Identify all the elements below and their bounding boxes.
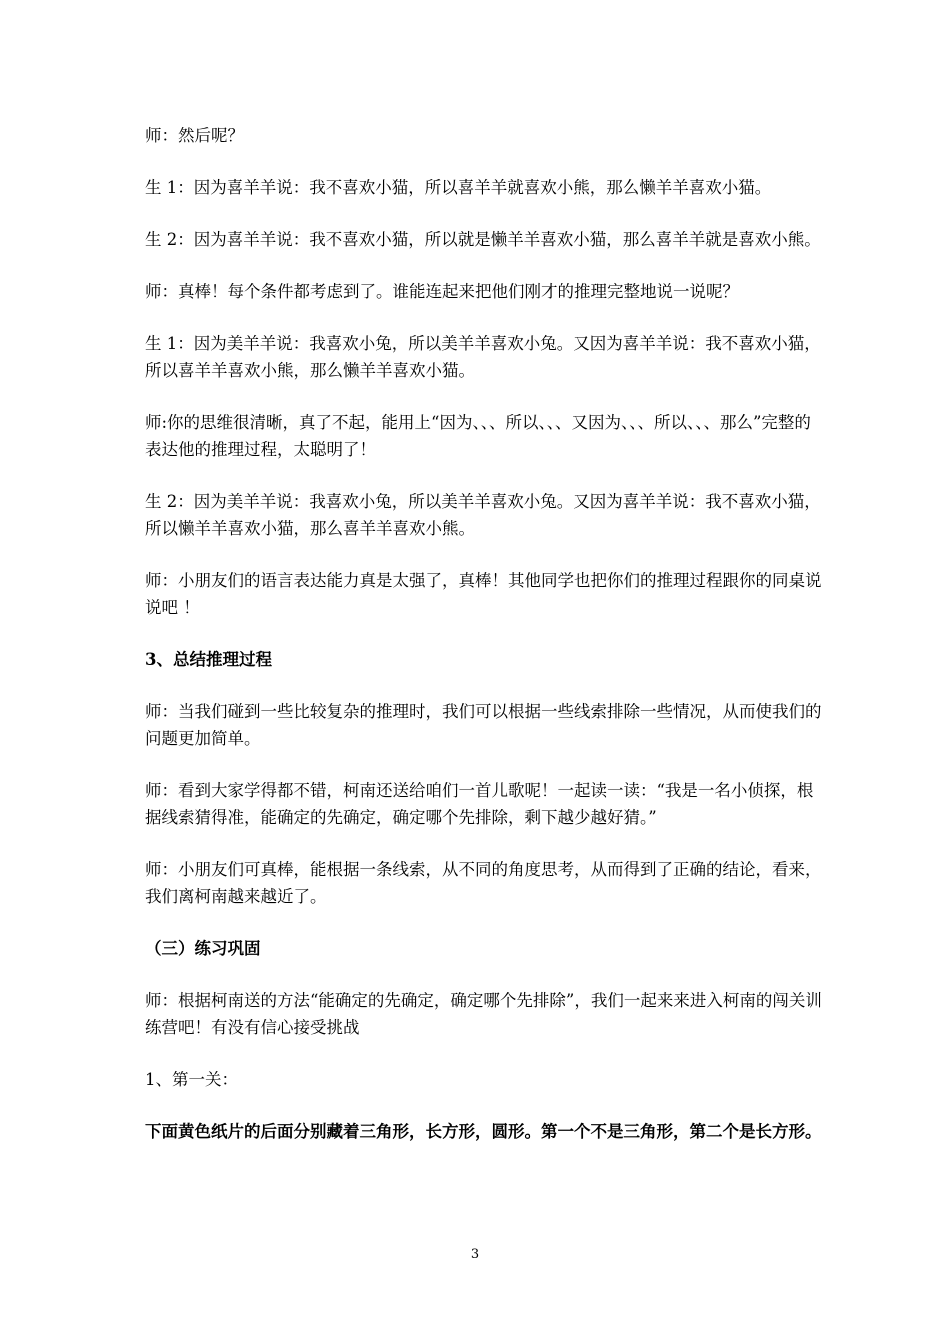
paragraph: 生 2：因为喜羊羊说：我不喜欢小猫，所以就是懒羊羊喜欢小猫，那么喜羊羊就是喜欢小熊。 xyxy=(145,230,821,249)
paragraph: 师：看到大家学得都不错，柯南还送给咱们一首儿歌呢！一起读一读：“我是一名小侦探，根据线索猜得准，能确定的先确定，确定哪个先排除，剩下越少越好猜。” xyxy=(145,781,814,827)
paragraph: 师：小朋友们的语言表达能力真是太强了，真棒！其他同学也把你们的推理过程跟你的同桌说说吧 ！ xyxy=(145,571,822,617)
page-number: 3 xyxy=(470,1247,480,1262)
paragraph: 师：然后呢？ xyxy=(145,126,244,145)
paragraph: 师：根据柯南送的方法“能确定的先确定，确定哪个先排除”，我们一起来来进入柯南的闯关训练营吧！有没有信心接受挑战 xyxy=(145,991,822,1037)
document-body xyxy=(145,122,825,1170)
paragraph: 师：当我们碰到一些比较复杂的推理时，我们可以根据一些线索排除一些情况，从而使我们的问题更加简单。 xyxy=(145,702,822,748)
paragraph: 师：真棒！每个条件都考虑到了。谁能连起来把他们刚才的推理完整地说一说呢？ xyxy=(145,282,739,301)
paragraph: 1、第一关： xyxy=(145,1070,238,1089)
exercise-prompt: 下面黄色纸片的后面分别藏着三角形，长方形，圆形。第一个不是三角形，第二个是长方形。 xyxy=(145,1122,822,1141)
paragraph: 生 1：因为美羊羊说：我喜欢小兔，所以美羊羊喜欢小兔。又因为喜羊羊说：我不喜欢小猫，所以喜羊羊喜欢小熊，那么懒羊羊喜欢小猫。 xyxy=(145,334,821,380)
section-heading: （三）练习巩固 xyxy=(145,939,261,958)
paragraph: 生 1：因为喜羊羊说：我不喜欢小猫，所以喜羊羊就喜欢小熊，那么懒羊羊喜欢小猫。 xyxy=(145,178,772,197)
paragraph: 师：小朋友们可真棒，能根据一条线索，从不同的角度思考，从而得到了正确的结论，看来，我们离柯南越来越近了。 xyxy=(145,860,822,906)
section-heading: 3、总结推理过程 xyxy=(145,650,272,669)
paragraph: 师:你的思维很清晰，真了不起，能用上“因为、、、所以、、、又因为、、、所以、、、那么”完整的表达他的推理过程，太聪明了！ xyxy=(145,413,811,459)
paragraph: 生 2：因为美羊羊说：我喜欢小兔，所以美羊羊喜欢小兔。又因为喜羊羊说：我不喜欢小猫，所以懒羊羊喜欢小猫，那么喜羊羊喜欢小熊。 xyxy=(145,492,821,538)
